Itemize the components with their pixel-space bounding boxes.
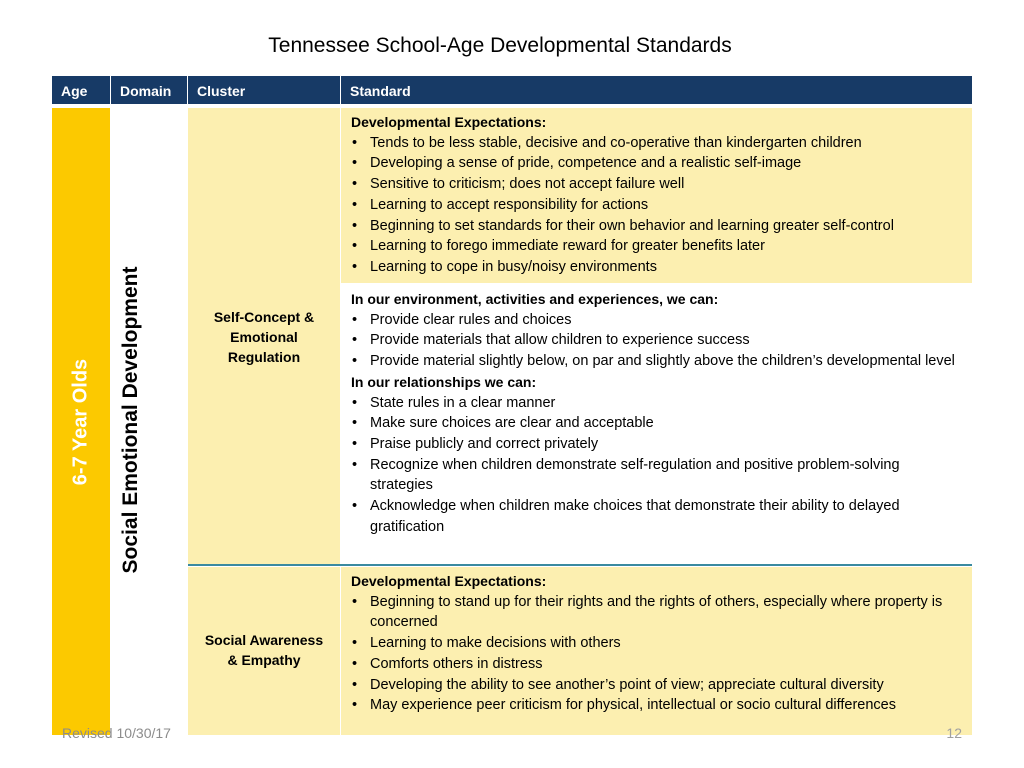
list-item: • Beginning to set standards for their own behavior and learning greater self-control [351, 216, 960, 237]
age-cell [52, 108, 110, 735]
standard-block-expectations-2 [341, 567, 972, 735]
cluster-label-self-concept: Self-Concept & Emotional Regulation [213, 309, 315, 365]
standard-block-strategies [341, 285, 972, 564]
block3-list [351, 592, 960, 716]
header-cluster: Cluster [188, 76, 340, 104]
block2-list [351, 310, 960, 372]
list-item: • Learning to cope in busy/noisy environments [351, 257, 960, 278]
list-item: • Praise publicly and correct privately [351, 434, 960, 455]
list-item: • Learning to forego immediate reward for greater benefits later [351, 236, 960, 257]
list-item: • May experience peer criticism for physical, intellectual or socio cultural differences [351, 695, 960, 716]
list-item: • Sensitive to criticism; does not accept failure well [351, 174, 960, 195]
cluster-cell-social-awareness [188, 567, 340, 735]
list-item: • Provide clear rules and choices [351, 310, 960, 331]
block1-heading: Developmental Expectations: [351, 114, 547, 130]
list-item: • Comforts others in distress [351, 654, 960, 675]
list-item: • Tends to be less stable, decisive and co-operative than kindergarten children [351, 133, 960, 154]
header-age: Age [52, 76, 110, 104]
block1-list [351, 133, 960, 278]
cluster-cell-self-concept [188, 108, 340, 564]
standards-table [52, 76, 972, 735]
page-number: 12 [946, 725, 962, 741]
list-item: • Make sure choices are clear and acceptable [351, 413, 960, 434]
list-item: • Provide materials that allow children to experience success [351, 330, 960, 351]
block2-heading-2: In our relationships we can: [351, 373, 537, 390]
revision-footer: Revised 10/30/17 [62, 725, 171, 741]
list-item: • Learning to accept responsibility for actions [351, 195, 960, 216]
list-item: • Recognize when children demonstrate self-regulation and positive problem-solving strategies [351, 455, 960, 496]
list-item: • Developing the ability to see another’s point of view; appreciate cultural diversity [351, 675, 960, 696]
list-item: • Provide material slightly below, on par and slightly above the children’s developmental level [351, 351, 960, 372]
block2-heading: In our environment, activities and experiences, we can: [351, 291, 719, 307]
row-divider [188, 564, 972, 566]
list-item: • Developing a sense of pride, competence and a realistic self-image [351, 153, 960, 174]
block2-list-2 [351, 393, 960, 538]
list-item: • Beginning to stand up for their rights and the rights of others, especially where property is concerned [351, 592, 960, 633]
header-standard: Standard [341, 76, 972, 104]
cluster-label-social-awareness: Social Awareness & Empathy [204, 632, 324, 668]
page-title: Tennessee School-Age Developmental Standards [268, 34, 732, 57]
header-domain: Domain [111, 76, 187, 104]
age-label: 6-7 Year Olds [69, 358, 92, 486]
domain-label: Social Emotional Development [119, 266, 142, 574]
block3-heading: Developmental Expectations: [351, 573, 547, 589]
list-item: • Acknowledge when children make choices that demonstrate their ability to delayed gratification [351, 496, 960, 537]
list-item: • State rules in a clear manner [351, 393, 960, 414]
standard-block-expectations-1 [341, 108, 972, 283]
list-item: • Learning to make decisions with others [351, 633, 960, 654]
